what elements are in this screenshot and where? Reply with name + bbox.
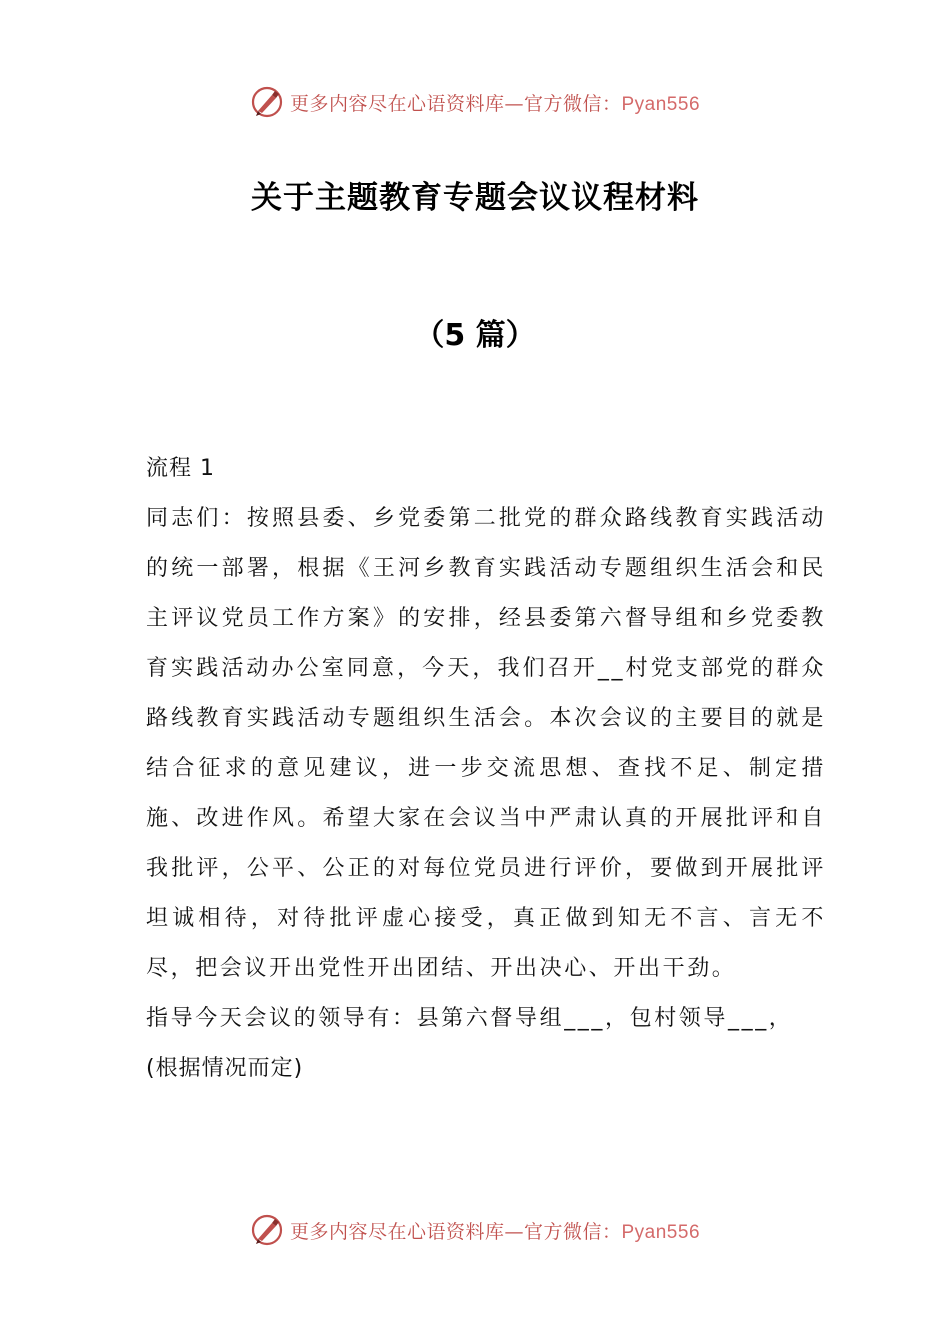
watermark-cn-text: 更多内容尽在心语资料库—官方微信： [289,1220,622,1243]
section-heading: 流程 1 [146,456,215,481]
pen-logo-icon [250,1213,284,1247]
watermark-text [290,1217,700,1244]
watermark-text [290,89,700,116]
pen-logo-icon [250,85,284,119]
watermark-cn-text: 更多内容尽在心语资料库—官方微信： [289,92,622,115]
body-paragraph-1: 同志们：按照县委、乡党委第二批党的群众路线教育实践活动的统一部署，根据《王河乡教育实践活动专题组织生活会和民主评议党员工作方案》的安排，经县委第六督导组和乡党委教育实践活动办公室同意，今天，我们召开__村党支部党的群众路线教育实践活动专题组织生活会。本次会议的主要目的就是结合征求的意见建议，进一步交流思想、查找不足、制定措施、改进作风。希望大家在会议当中严肃认真的开展批评和自我批评，公平、公正的对每位党员进行评价，要做到开展批评坦诚相待，对待批评虚心接受，真正做到知无不言、言无不尽，把会议开出党性开出团结、开出决心、开出干劲。 [146,506,826,981]
body-note: (根据情况而定) [146,1056,304,1081]
document-subtitle: （5 篇） [414,318,536,353]
body-paragraph-2: 指导今天会议的领导有：县第六督导组___，包村领导___， [146,1006,794,1031]
document-title: 关于主题教育专题会议议程材料 [251,180,699,216]
header-watermark [0,80,950,124]
document-body [146,444,826,1094]
watermark-wechat-id: Pyan556 [621,93,701,115]
watermark-wechat-id: Pyan556 [621,1221,701,1243]
footer-watermark [0,1208,950,1252]
